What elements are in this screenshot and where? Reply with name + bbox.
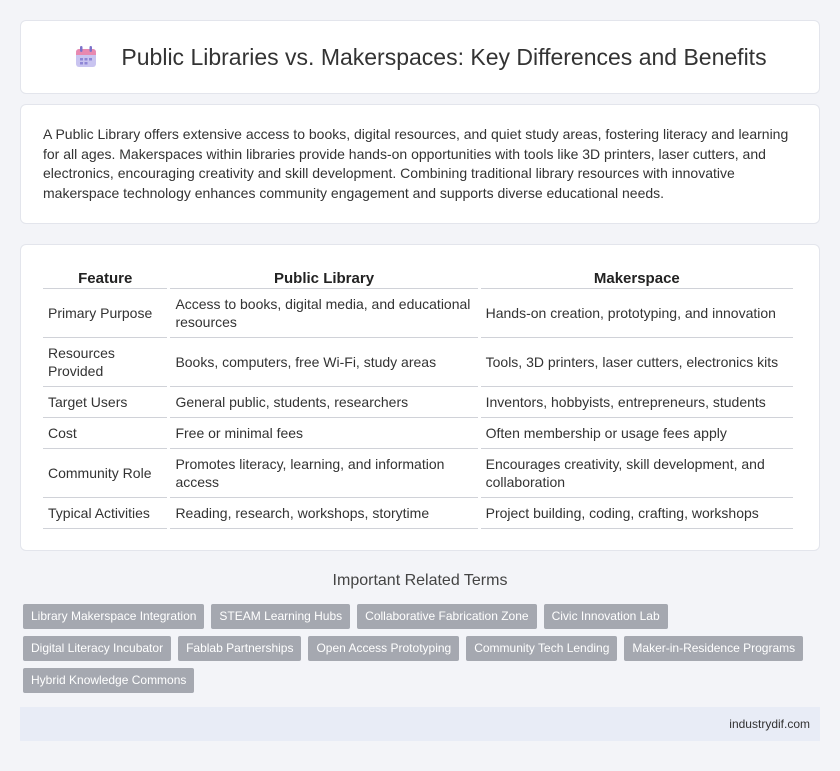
table-cell: Target Users: [43, 387, 167, 418]
table-cell: Encourages creativity, skill development, and collaboration: [481, 449, 793, 498]
table-cell: Typical Activities: [43, 498, 167, 529]
table-cell: Hands-on creation, prototyping, and innovation: [481, 289, 793, 338]
related-terms-list: [23, 604, 823, 700]
table-cell: Often membership or usage fees apply: [481, 418, 793, 449]
table-cell: General public, students, researchers: [170, 387, 477, 418]
term-tag[interactable]: Maker-in-Residence Programs: [624, 636, 803, 661]
table-row: [43, 418, 793, 449]
table-row: [43, 338, 793, 387]
table-cell: Free or minimal fees: [170, 418, 477, 449]
intro-card: [20, 104, 820, 224]
term-tag[interactable]: Digital Literacy Incubator: [23, 636, 171, 661]
table-cell: Primary Purpose: [43, 289, 167, 338]
table-cell: Resources Provided: [43, 338, 167, 387]
header-feature: Feature: [43, 265, 167, 289]
footer-site-link[interactable]: industrydif.com: [729, 717, 810, 731]
table-cell: Cost: [43, 418, 167, 449]
term-tag[interactable]: Collaborative Fabrication Zone: [357, 604, 536, 629]
table-cell: Reading, research, workshops, storytime: [170, 498, 477, 529]
header-makerspace: Makerspace: [481, 265, 793, 289]
intro-text: A Public Library offers extensive access to books, digital resources, and quiet study areas, fostering literacy and learning for all ages. Makerspaces within libraries provide hands-on opportunities with tools like 3D printers, laser cutters, and electronics, encouraging creativity and skill development. Combining traditional library resources with innovative makerspace technology enhances community engagement and supports diverse educational needs.: [43, 126, 789, 201]
table-cell: Books, computers, free Wi-Fi, study areas: [170, 338, 477, 387]
table-cell: Tools, 3D printers, laser cutters, electronics kits: [481, 338, 793, 387]
calendar-icon: [73, 44, 99, 70]
table-row: [43, 449, 793, 498]
comparison-card: [20, 244, 820, 551]
table-header-row: [43, 265, 793, 289]
term-tag[interactable]: Civic Innovation Lab: [544, 604, 668, 629]
comparison-table: [40, 265, 796, 529]
term-tag[interactable]: Hybrid Knowledge Commons: [23, 668, 194, 693]
term-tag[interactable]: Fablab Partnerships: [178, 636, 301, 661]
table-cell: Community Role: [43, 449, 167, 498]
footer: [20, 707, 820, 741]
term-tag[interactable]: Community Tech Lending: [466, 636, 617, 661]
term-tag[interactable]: Library Makerspace Integration: [23, 604, 204, 629]
header-public-library: Public Library: [170, 265, 477, 289]
table-cell: Promotes literacy, learning, and information access: [170, 449, 477, 498]
table-row: [43, 498, 793, 529]
table-row: [43, 289, 793, 338]
header-card: [20, 20, 820, 94]
table-row: [43, 387, 793, 418]
table-cell: Project building, coding, crafting, workshops: [481, 498, 793, 529]
term-tag[interactable]: Open Access Prototyping: [308, 636, 459, 661]
page-title: Public Libraries vs. Makerspaces: Key Differences and Benefits: [121, 43, 767, 70]
related-terms-title: Important Related Terms: [332, 572, 508, 589]
table-cell: Access to books, digital media, and educational resources: [170, 289, 477, 338]
table-cell: Inventors, hobbyists, entrepreneurs, students: [481, 387, 793, 418]
term-tag[interactable]: STEAM Learning Hubs: [211, 604, 350, 629]
